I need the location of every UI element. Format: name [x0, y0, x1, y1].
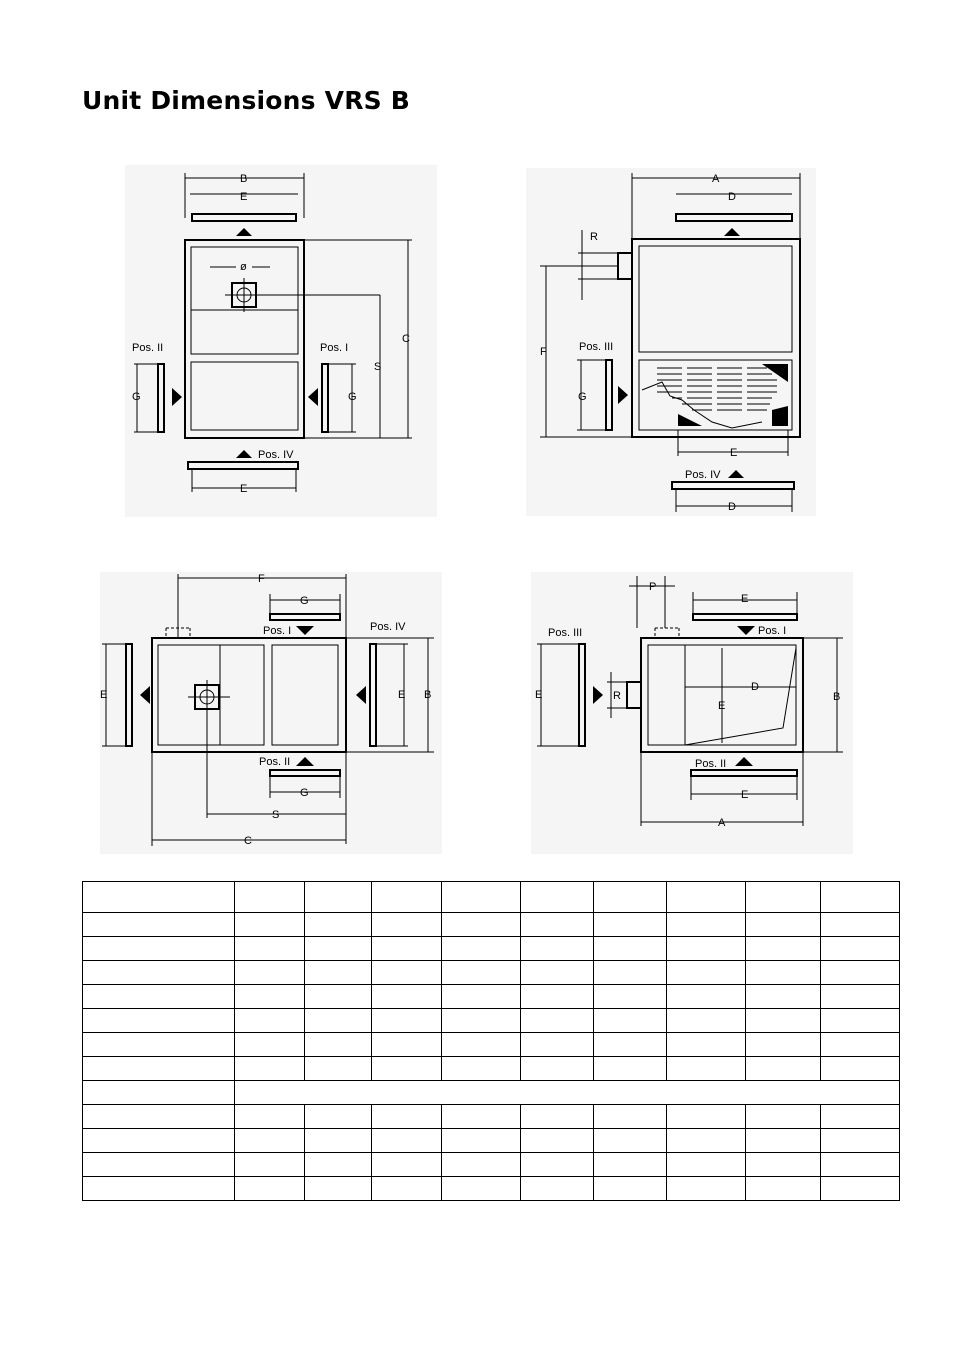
label-a: A	[712, 173, 720, 185]
label-d: D	[751, 681, 759, 693]
dimensions-table	[82, 881, 900, 1201]
label-pos-i: Pos. I	[263, 625, 292, 637]
label-d-bottom: D	[728, 501, 736, 513]
label-e: E	[730, 447, 738, 459]
top-view-drawing	[92, 568, 452, 858]
label-pos-i: Pos. I	[758, 625, 787, 637]
table-row	[83, 1081, 900, 1105]
table-row	[83, 1129, 900, 1153]
label-e-right: E	[398, 689, 406, 701]
label-pos-iv: Pos. IV	[370, 621, 406, 633]
table-row	[83, 1009, 900, 1033]
label-pos-ii: Pos. II	[259, 756, 291, 768]
label-e-left: E	[100, 689, 108, 701]
table-row	[83, 937, 900, 961]
label-pos-iii: Pos. III	[548, 627, 583, 639]
table-row	[83, 913, 900, 937]
label-g-left: G	[132, 391, 141, 403]
label-e-top: E	[240, 191, 248, 203]
label-b: B	[240, 173, 248, 185]
side-view-drawing	[522, 160, 822, 520]
label-pos-iii: Pos. III	[579, 341, 614, 353]
label-a: A	[718, 817, 726, 829]
label-p: P	[649, 581, 657, 593]
label-pos-iv: Pos. IV	[685, 469, 721, 481]
label-b: B	[424, 689, 432, 701]
label-f: F	[540, 346, 547, 358]
label-pos-i: Pos. I	[320, 342, 349, 354]
label-pos-iv: Pos. IV	[258, 449, 294, 461]
table-row	[83, 985, 900, 1009]
label-g-top: G	[300, 595, 309, 607]
table-row	[83, 882, 900, 913]
label-c: C	[244, 835, 252, 847]
label-s: S	[272, 809, 280, 821]
table-row	[83, 1033, 900, 1057]
label-d-top: D	[728, 191, 736, 203]
label-r: R	[613, 690, 621, 702]
label-g: G	[578, 391, 587, 403]
top-side-view-drawing	[525, 568, 855, 858]
table-row	[83, 1105, 900, 1129]
table-row	[83, 961, 900, 985]
label-c: C	[402, 333, 410, 345]
label-f: F	[258, 573, 265, 585]
label-pos-ii: Pos. II	[695, 758, 727, 770]
label-pos-ii: Pos. II	[132, 342, 164, 354]
label-e-top: E	[741, 593, 749, 605]
label-e-bottom: E	[240, 483, 248, 495]
table-row	[83, 1177, 900, 1201]
label-diameter: ø	[240, 261, 247, 273]
label-b: B	[833, 691, 841, 703]
table-row	[83, 1153, 900, 1177]
label-e-bottom: E	[741, 789, 749, 801]
label-g-right: G	[348, 391, 357, 403]
label-r: R	[590, 231, 598, 243]
label-g-bottom: G	[300, 787, 309, 799]
table-row	[83, 1057, 900, 1081]
label-s: S	[374, 361, 382, 373]
page-title: Unit Dimensions VRS B	[82, 86, 411, 115]
label-e-left: E	[535, 689, 543, 701]
label-e-inner: E	[718, 700, 726, 712]
front-view-drawing	[120, 160, 440, 520]
